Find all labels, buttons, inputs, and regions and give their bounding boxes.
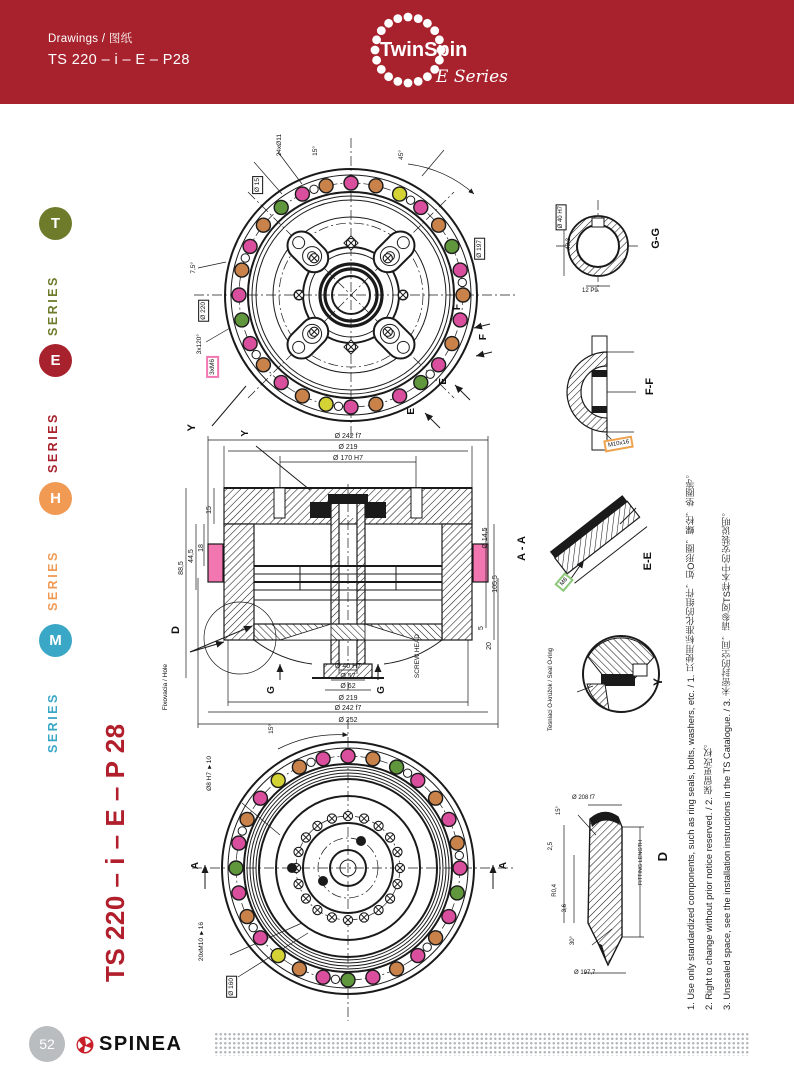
detail-title-d: D xyxy=(655,852,670,862)
pin-hole xyxy=(318,876,328,886)
dim-label: Ø 57 xyxy=(340,673,356,680)
section-f-arrow xyxy=(474,324,490,328)
dim-angle-15: 15° xyxy=(268,724,275,734)
section-e-arrow xyxy=(455,385,470,400)
dim-screw-holes: 20xM10 ▼16 xyxy=(198,922,205,962)
badge-letter: H xyxy=(50,490,61,507)
dim-label: Ø 242 f7 xyxy=(334,705,362,712)
section-f-arrow xyxy=(476,352,492,356)
sidebar-badge-t-series xyxy=(39,207,72,240)
dim-angle-45: 45° xyxy=(398,150,405,160)
section-g-label: G xyxy=(266,686,277,694)
twinspin-logo xyxy=(356,4,526,105)
dim-label: 44,5 xyxy=(188,549,195,563)
badge-letter: E xyxy=(50,352,61,369)
section-g-label: G xyxy=(376,686,387,694)
dim-label: 18 xyxy=(198,544,205,552)
detail-title-g-g: G-G xyxy=(650,228,662,249)
sidebar-badge-m-series xyxy=(39,624,72,657)
section-e-label: E xyxy=(438,378,449,385)
dim-208-f7: Ø 208 f7 xyxy=(572,795,596,801)
dim-3-6: 3,6 xyxy=(562,904,568,913)
footnotes xyxy=(684,322,734,1010)
dim-bolt-count: 24xØ11 xyxy=(276,134,283,157)
sidebar-label-m-series: SERIES xyxy=(46,692,60,753)
detail-title-y: Y xyxy=(651,678,665,687)
note-hole: Fixovacia / Hole xyxy=(162,664,169,711)
twinspin-logo-graphic xyxy=(356,4,526,100)
dim-label: Ø 14,5 xyxy=(482,527,489,549)
detail-d-drawing xyxy=(548,795,660,983)
seal-highlight-left xyxy=(208,544,223,582)
dim-box-160: Ø 160 xyxy=(226,976,237,998)
sidebar-label-t-series: SERIES xyxy=(46,275,60,336)
detail-y-callout: Y xyxy=(240,430,251,437)
dim-label: Ø 242 f7 xyxy=(334,433,362,440)
dim-label: Ø 219 xyxy=(338,695,358,702)
detail-y-drawing xyxy=(575,622,670,722)
dim-box-15: Ø 15 xyxy=(252,176,263,194)
section-title-a-a: A - A xyxy=(516,536,528,561)
dim-r0-4: R0,4 xyxy=(552,884,558,897)
dim-bore-40: Ø 40 H7 xyxy=(556,204,567,230)
page-title: TS 220 – i – E – P28 xyxy=(48,52,190,68)
pin-hole xyxy=(287,863,297,873)
logo-series-text: E Series xyxy=(436,67,508,87)
dim-angle-30: 30° xyxy=(570,936,576,946)
highlight-label-m8: M8 xyxy=(554,572,574,592)
section-f-label: F xyxy=(452,304,463,311)
detail-title-f-f: F-F xyxy=(644,378,656,396)
section-f-label: F xyxy=(478,334,489,341)
dim-label: Ø 219 xyxy=(338,444,358,451)
vertical-model-code: TS 220 – i – E – P 28 xyxy=(100,723,130,982)
section-a-a-drawing xyxy=(160,428,520,734)
section-e-arrow xyxy=(425,413,440,428)
detail-d-callout: D xyxy=(170,626,182,634)
sidebar-label-e-series: SERIES xyxy=(46,412,60,473)
dim-pattern-3x120: 3x120° xyxy=(196,334,203,355)
dim-pin-holes: Ø8 H7 ▼10 xyxy=(206,756,213,791)
dim-label: 15 xyxy=(206,506,213,514)
dim-label: Ø 40 H7 xyxy=(334,663,362,670)
badge-letter: M xyxy=(49,632,62,649)
page-number: 52 xyxy=(39,1036,55,1052)
front-view-drawing xyxy=(182,132,522,442)
spinea-brand-text: SPINEA xyxy=(99,1033,183,1055)
dim-angle-15: 15° xyxy=(312,146,319,156)
section-e-label: E xyxy=(406,408,417,415)
dim-label: Ø 252 xyxy=(338,717,358,724)
footnote-2: 2. Right to change without prior notice reserved. / 2. 保留更改权。 xyxy=(704,738,714,1010)
highlight-label-3xm6: 3xM6 xyxy=(206,356,219,378)
dim-197-7: Ø 197,7 xyxy=(574,970,596,976)
footer-dot-band xyxy=(214,1032,750,1056)
spinea-logo xyxy=(76,1033,182,1056)
dim-key-12p9: 12 P9 xyxy=(582,288,598,294)
pin-hole xyxy=(356,836,366,846)
dim-label: 105,5 xyxy=(492,575,499,593)
dim-label: Ø 170 H7 xyxy=(333,455,363,462)
dim-angle-15: 15° xyxy=(556,806,562,816)
note-screw-head: SCREW HEAD xyxy=(414,634,421,679)
highlight-label-m10: M10x16 xyxy=(603,436,634,453)
logo-brand-text: TwinSpin xyxy=(380,39,468,61)
dim-fitting-length: FITTING LENGTH xyxy=(638,840,644,886)
page-number-badge xyxy=(29,1026,65,1062)
page-header xyxy=(0,0,794,104)
footnote-3: 3. Unsealed space, see the installation instructions in the TS Catalogue. / 3. 未密封的空间，请参阅TS样本中的安装说明。 xyxy=(722,507,732,1010)
breadcrumb: Drawings / 图纸 xyxy=(48,33,133,45)
section-a-label: A xyxy=(190,862,201,870)
dim-box-220: Ø 220 xyxy=(198,300,209,322)
badge-letter: T xyxy=(50,215,61,232)
dim-label: 88,5 xyxy=(178,561,185,575)
sidebar-label-h-series: SERIES xyxy=(46,550,60,611)
footnote-1: 1. Use only standardized components, such as ring seals, bolts, washers, etc. / 1. 只使用标准化的组件，如O形圈，螺栓，垫圈等。 xyxy=(686,469,696,1010)
detail-y-callout: Y xyxy=(186,424,198,432)
dim-label: 5 xyxy=(478,626,485,630)
dim-2-5: 2,5 xyxy=(548,842,554,851)
dim-box-197: Ø 197 xyxy=(474,238,485,260)
detail-title-e-e: E-E xyxy=(642,552,654,571)
section-a-label: A xyxy=(498,862,509,870)
sidebar-badge-e-series xyxy=(39,344,72,377)
spinea-gear-icon xyxy=(76,1036,94,1054)
dim-angle-7-5: 7,5° xyxy=(190,262,197,274)
dim-label: 20 xyxy=(486,642,493,650)
dim-43-3: 43,3 xyxy=(566,238,572,250)
note-seal-o-ring: Tesniaci O-krúžok / Seal O-ring xyxy=(548,648,554,732)
sidebar-badge-h-series xyxy=(39,482,72,515)
dim-label: Ø 62 xyxy=(340,683,356,690)
